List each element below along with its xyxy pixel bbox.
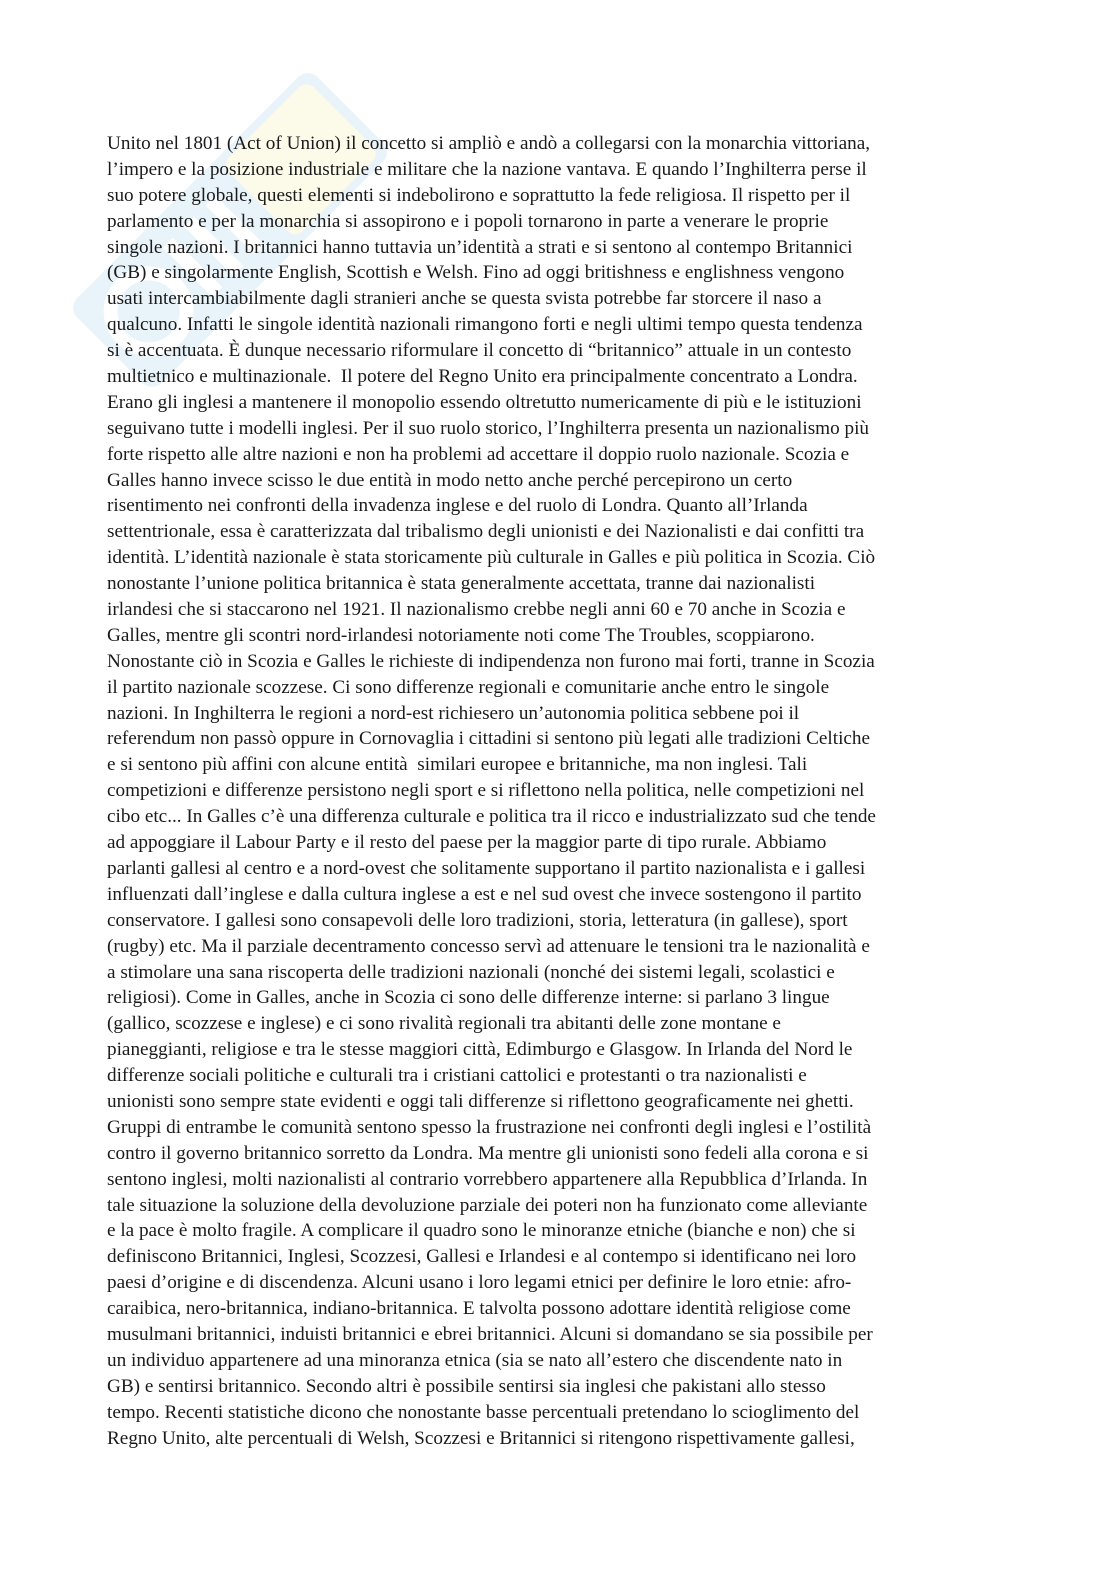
- body-text-line: sentono inglesi, molti nazionalisti al contrario vorrebbero appartenere alla Repubblica d’Irlanda. In: [107, 1168, 868, 1190]
- body-text-line: a stimolare una sana riscoperta delle tradizioni nazionali (nonché dei sistemi legali, scolastici e: [107, 961, 835, 983]
- body-text-line: pianeggianti, religiose e tra le stesse maggiori città, Edimburgo e Glasgow. In Irlanda del Nord le: [107, 1039, 853, 1061]
- body-text-line: (gallico, scozzese e inglese) e ci sono rivalità regionali tra abitanti delle zone montane e: [107, 1013, 781, 1035]
- body-text-line: usati intercambiabilmente dagli stranieri anche se questa svista potrebbe far storcere il naso a: [107, 288, 822, 310]
- body-text-line: paesi d’origine e di discendenza. Alcuni usano i loro legami etnici per definire le loro etnie: afro-: [107, 1272, 852, 1294]
- body-text-line: l’impero e la posizione industriale e militare che la nazione vantava. E quando l’Inghilterra perse il: [107, 158, 867, 180]
- body-text-line: qualcuno. Infatti le singole identità nazionali rimangono forti e negli ultimi tempo questa tendenza: [107, 314, 863, 336]
- body-text-line: forte rispetto alle altre nazioni e non ha problemi ad accettare il doppio ruolo nazionale. Scozia e: [107, 443, 850, 465]
- body-text-line: nazioni. In Inghilterra le regioni a nord-est richiesero un’autonomia politica sebbene poi il: [107, 702, 800, 724]
- body-text-line: musulmani britannici, induisti britannici e ebrei britannici. Alcuni si domandano se sia possibile per: [107, 1323, 873, 1345]
- body-text-line: definiscono Britannici, Inglesi, Scozzesi, Gallesi e Irlandesi e al contempo si identificano nei loro: [107, 1246, 857, 1268]
- body-text-line: Regno Unito, alte percentuali di Welsh, Scozzesi e Britannici si ritengono rispettivamente gallesi,: [107, 1427, 855, 1449]
- body-text-line: irlandesi che si staccarono nel 1921. Il nazionalismo crebbe negli anni 60 e 70 anche in Scozia e: [107, 599, 846, 621]
- body-text-line: parlanti gallesi al centro e a nord-ovest che solitamente supportano il partito nazionalista e i gallesi: [107, 857, 866, 879]
- body-text-line: un individuo appartenere ad una minoranza etnica (sia se nato all’estero che discendente nato in: [107, 1349, 843, 1371]
- body-text-line: Galles, mentre gli scontri nord-irlandesi notoriamente noti come The Troubles, scoppiarono.: [107, 624, 815, 646]
- body-text-line: settentrionale, essa è caratterizzata dal tribalismo degli unionisti e dei Nazionalisti e dai confitti tra: [107, 521, 865, 543]
- body-text-line: Unito nel 1801 (Act of Union) il concetto si ampliò e andò a collegarsi con la monarchia vittoriana,: [107, 133, 871, 154]
- body-text-line: e si sentono più affini con alcune entità similari europee e britanniche, ma non inglesi. Tali: [107, 754, 808, 776]
- document-body: [107, 131, 1027, 1451]
- body-text-line: caraibica, nero-britannica, indiano-britannica. E talvolta possono adottare identità religiose come: [107, 1298, 851, 1320]
- body-text-line: risentimento nei confronti della invadenza inglese e del ruolo di Londra. Quanto all’Irlanda: [107, 495, 808, 517]
- body-text-line: nonostante l’unione politica britannica è stata generalmente accettata, tranne dai nazionalisti: [107, 573, 816, 595]
- body-text-line: ad appoggiare il Labour Party e il resto del paese per la maggior parte di tipo rurale. Abbiamo: [107, 832, 827, 854]
- body-text-line: cibo etc... In Galles c’è una differenza culturale e politica tra il ricco e industrializzato sud che tende: [107, 806, 876, 828]
- body-text-line: tempo. Recenti statistiche dicono che nonostante basse percentuali pretendano lo scioglimento del: [107, 1401, 860, 1423]
- body-text-line: influenzati dall’inglese e dalla cultura inglese a est e nel sud ovest che invece sostengono il partito: [107, 883, 862, 905]
- body-text-line: tale situazione la soluzione della devoluzione parziale dei poteri non ha funzionato come alleviante: [107, 1194, 868, 1216]
- body-text-line: Nonostante ciò in Scozia e Galles le richieste di indipendenza non furono mai forti, tranne in Scozia: [107, 650, 875, 672]
- body-text-line: GB) e sentirsi britannico. Secondo altri è possibile sentirsi sia inglesi che pakistani allo stesso: [107, 1375, 826, 1397]
- body-text-line: Erano gli inglesi a mantenere il monopolio essendo oltretutto numericamente di più e le istituzioni: [107, 391, 862, 413]
- body-text-line: identità. L’identità nazionale è stata storicamente più culturale in Galles e più politica in Scozia. Ciò: [107, 547, 876, 569]
- body-text-line: conservatore. I gallesi sono consapevoli delle loro tradizioni, storia, letteratura (in gallese), sport: [107, 909, 848, 931]
- body-text-line: il partito nazionale scozzese. Ci sono differenze regionali e comunitarie anche entro le singole: [107, 676, 830, 698]
- body-text-line: contro il governo britannico sorretto da Londra. Ma mentre gli unionisti sono fedeli alla corona e si: [107, 1142, 869, 1164]
- body-text-line: multietnico e multinazionale. Il potere del Regno Unito era principalmente concentrato a Londra.: [107, 366, 858, 388]
- body-text-line: suo potere globale, questi elementi si indebolirono e soprattutto la fede religiosa. Il rispetto per il: [107, 184, 851, 206]
- body-text-line: singole nazioni. I britannici hanno tuttavia un’identità a strati e si sentono al contempo Britannici: [107, 236, 853, 258]
- body-text-line: differenze sociali politiche e culturali tra i cristiani cattolici e protestanti o tra nazionalisti e: [107, 1065, 807, 1087]
- body-text-line: seguivano tutte i modelli inglesi. Per il suo ruolo storico, l’Inghilterra presenta un nazionalismo più: [107, 417, 870, 439]
- body-text-line: religiosi). Come in Galles, anche in Scozia ci sono delle differenze interne: si parlano 3 lingue: [107, 987, 830, 1009]
- body-text-line: competizioni e differenze persistono negli sport e si riflettono nella politica, nelle competizioni nel: [107, 780, 865, 802]
- body-text-line: Galles hanno invece scisso le due entità in modo netto anche perché percepirono un certo: [107, 469, 793, 491]
- body-text-line: parlamento e per la monarchia si assopirono e i popoli tornarono in parte a venerare le proprie: [107, 210, 829, 232]
- body-text-line: (rugby) etc. Ma il parziale decentramento concesso servì ad attenuare le tensioni tra le nazionalità e: [107, 935, 870, 957]
- body-text-line: si è accentuata. È dunque necessario riformulare il concetto di “britannico” attuale in un contesto: [107, 340, 852, 362]
- body-text-line: e la pace è molto fragile. A complicare il quadro sono le minoranze etniche (bianche e non) che si: [107, 1220, 856, 1242]
- body-text-line: (GB) e singolarmente English, Scottish e Welsh. Fino ad oggi britishness e englishness vengono: [107, 262, 845, 284]
- body-text-line: Gruppi di entrambe le comunità sentono spesso la frustrazione nei confronti degli inglesi e l’ostilità: [107, 1116, 872, 1138]
- body-text-line: referendum non passò oppure in Cornovaglia i cittadini si sentono più legati alle tradizioni Celtiche: [107, 728, 871, 750]
- body-text-line: unionisti sono sempre state evidenti e oggi tali differenze si riflettono geograficamente nei ghetti.: [107, 1090, 854, 1112]
